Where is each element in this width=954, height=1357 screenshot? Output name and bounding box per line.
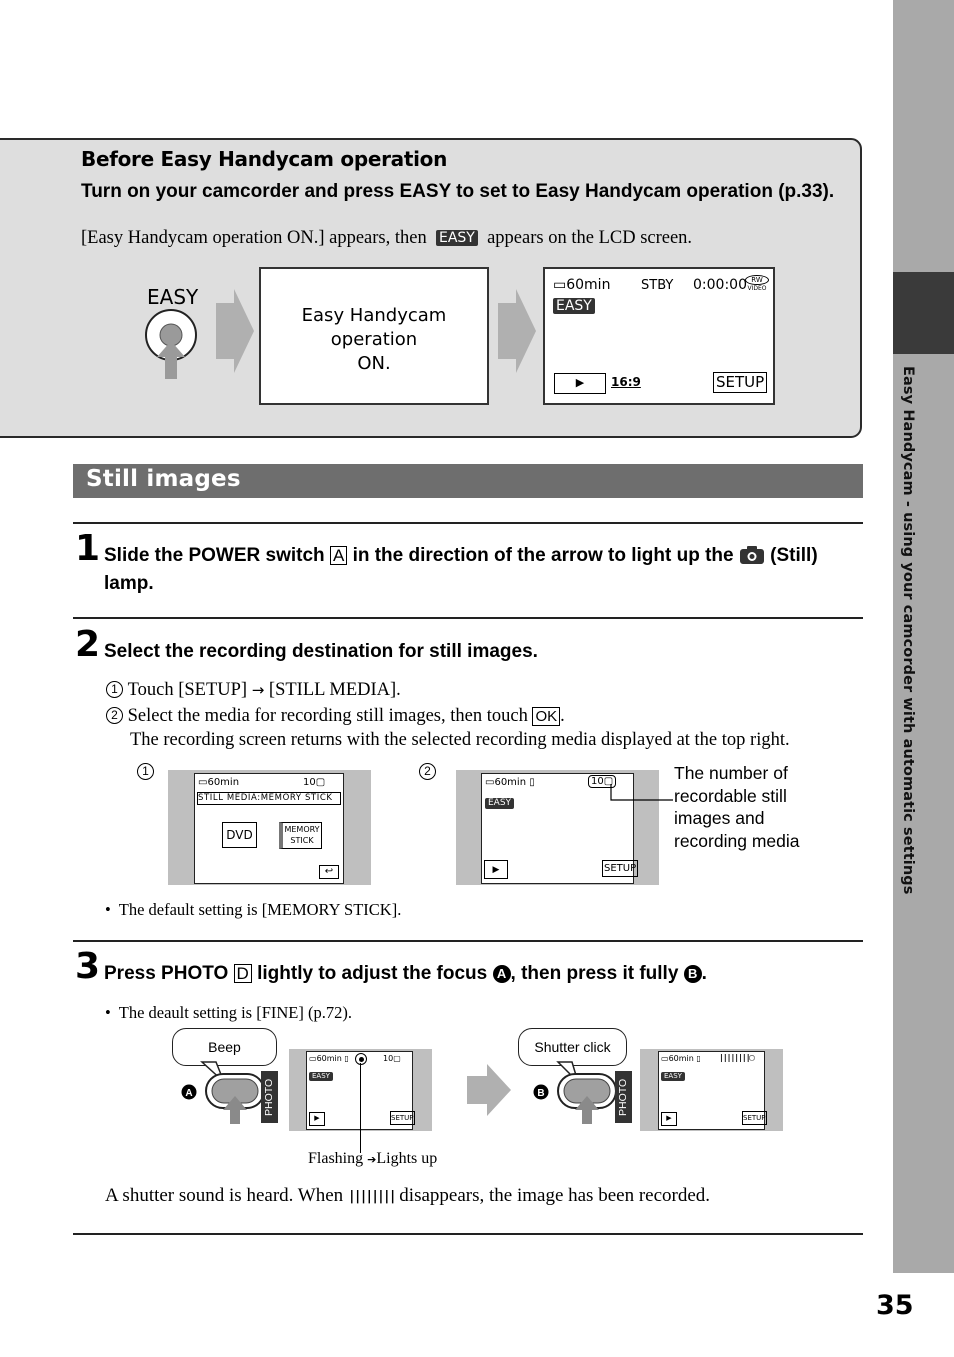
step2-item2-note: The recording screen returns with the selected recording media displayed at the top right.	[130, 730, 790, 750]
easy-button-label: EASY	[147, 285, 199, 309]
recording-indicator-screen: ▭60min ▯ ||||||||▢ EASY ▶ SETUP	[658, 1051, 765, 1130]
return-button[interactable]: ↩	[319, 865, 339, 879]
callout-line	[595, 770, 675, 805]
photo-label: PHOTO	[615, 1071, 632, 1123]
focus-screen: ▭60min ▯ 10▢ EASY ▶ SETUP	[306, 1051, 413, 1130]
figure-label: 2	[419, 763, 436, 782]
callout-text: The number of recordable still images and recording media	[674, 763, 800, 851]
time-counter: 0:00:00	[693, 277, 747, 293]
mark-b: B	[684, 965, 702, 983]
dvd-rw-icon: RW VIDEO	[745, 275, 769, 292]
play-button[interactable]: ▶	[554, 373, 606, 394]
setup-button[interactable]: SETUP	[390, 1111, 415, 1125]
easy-badge: EASY	[553, 298, 595, 316]
side-tab-label: Easy Handycam - using your camcorder with automatic settings	[900, 366, 916, 895]
mark-a: A	[493, 965, 511, 983]
flash-caption: Flashing ➔Lights up	[308, 1150, 438, 1167]
memory-stick-option[interactable]: MEMORY STICK	[279, 822, 322, 849]
divider	[73, 1233, 863, 1235]
easy-indicator: EASY	[436, 230, 478, 246]
before-box-instruction: Turn on your camcorder and press EASY to set to Easy Handycam operation (p.33).	[81, 181, 835, 202]
arrow-right-icon	[467, 1064, 511, 1116]
before-box-note: [Easy Handycam operation ON.] appears, then EASY appears on the LCD screen.	[81, 228, 693, 248]
play-button[interactable]: ▶	[661, 1112, 677, 1126]
recording-bars-icon: ||||||||	[347, 1189, 395, 1204]
power-switch-marker: A	[330, 546, 347, 565]
recording-screen: ▭60min ▯ 10▢ EASY ▶ SETUP	[481, 773, 634, 884]
status-standby: STBY	[641, 278, 674, 293]
setup-button[interactable]: SETUP	[602, 860, 638, 877]
svg-text:B: B	[537, 1088, 545, 1099]
divider	[73, 617, 863, 619]
setup-button[interactable]: SETUP	[713, 372, 767, 393]
shutter-bubble: Shutter click	[518, 1028, 627, 1066]
recording-bars-icon: ||||||||▢	[719, 1053, 754, 1062]
figure-label: 1	[137, 763, 154, 782]
play-button[interactable]: ▶	[484, 860, 508, 879]
step-number: 1	[75, 528, 101, 569]
step2-item2: 2 Select the media for recording still images, then touch OK .	[106, 706, 565, 727]
beep-bubble: Beep	[172, 1028, 277, 1066]
caption-leader	[360, 1063, 361, 1153]
divider	[73, 522, 863, 524]
setup-button[interactable]: SETUP	[742, 1111, 767, 1125]
still-media-screen: ▭60min 10▢ STILL MEDIA:MEMORY STICK DVD MEMORY STICK ↩	[194, 773, 344, 884]
page-number: 35	[876, 1290, 914, 1321]
side-tab-marker	[893, 272, 954, 354]
lcd-message-screen: Easy Handycam operation ON.	[259, 267, 489, 405]
step3-text: Press PHOTO D lightly to adjust the focus A , then press it fully B .	[104, 963, 707, 984]
step1-text: Slide the POWER switch A in the direction of the arrow to light up the (Still) lamp.	[104, 545, 818, 594]
lcd-standby-screen	[543, 267, 775, 405]
still-media-menu: STILL MEDIA:MEMORY STICK	[197, 792, 341, 805]
still-count-indicator: 10▢	[588, 775, 616, 788]
arrow-right-icon	[498, 289, 536, 373]
divider	[73, 940, 863, 942]
aspect-indicator: 16:9	[611, 375, 641, 389]
dvd-option[interactable]: DVD	[222, 822, 257, 848]
bullet-note: • The deault setting is [FINE] (p.72).	[105, 1003, 352, 1022]
photo-button-marker: D	[234, 964, 252, 983]
step2-item1: 1 Touch [SETUP] → [STILL MEDIA].	[106, 680, 401, 701]
ok-button-label: OK	[532, 707, 560, 726]
section-header: Still images	[73, 464, 863, 498]
arrow-right-icon	[216, 289, 254, 373]
bullet-note: • The default setting is [MEMORY STICK].	[105, 900, 402, 919]
play-button[interactable]: ▶	[309, 1112, 325, 1126]
step-number: 3	[75, 946, 101, 987]
photo-label: PHOTO	[261, 1071, 278, 1123]
easy-button-icon	[140, 305, 204, 383]
remaining-indicator: ▭60min	[553, 277, 611, 293]
svg-text:A: A	[185, 1088, 193, 1099]
step2-heading: Select the recording destination for still images.	[104, 641, 538, 662]
closing-text: A shutter sound is heard. When |||||||| disappears, the image has been recorded.	[105, 1185, 711, 1206]
camera-icon	[739, 545, 765, 564]
step-number: 2	[75, 624, 101, 665]
before-box-title: Before Easy Handycam operation	[81, 147, 448, 171]
